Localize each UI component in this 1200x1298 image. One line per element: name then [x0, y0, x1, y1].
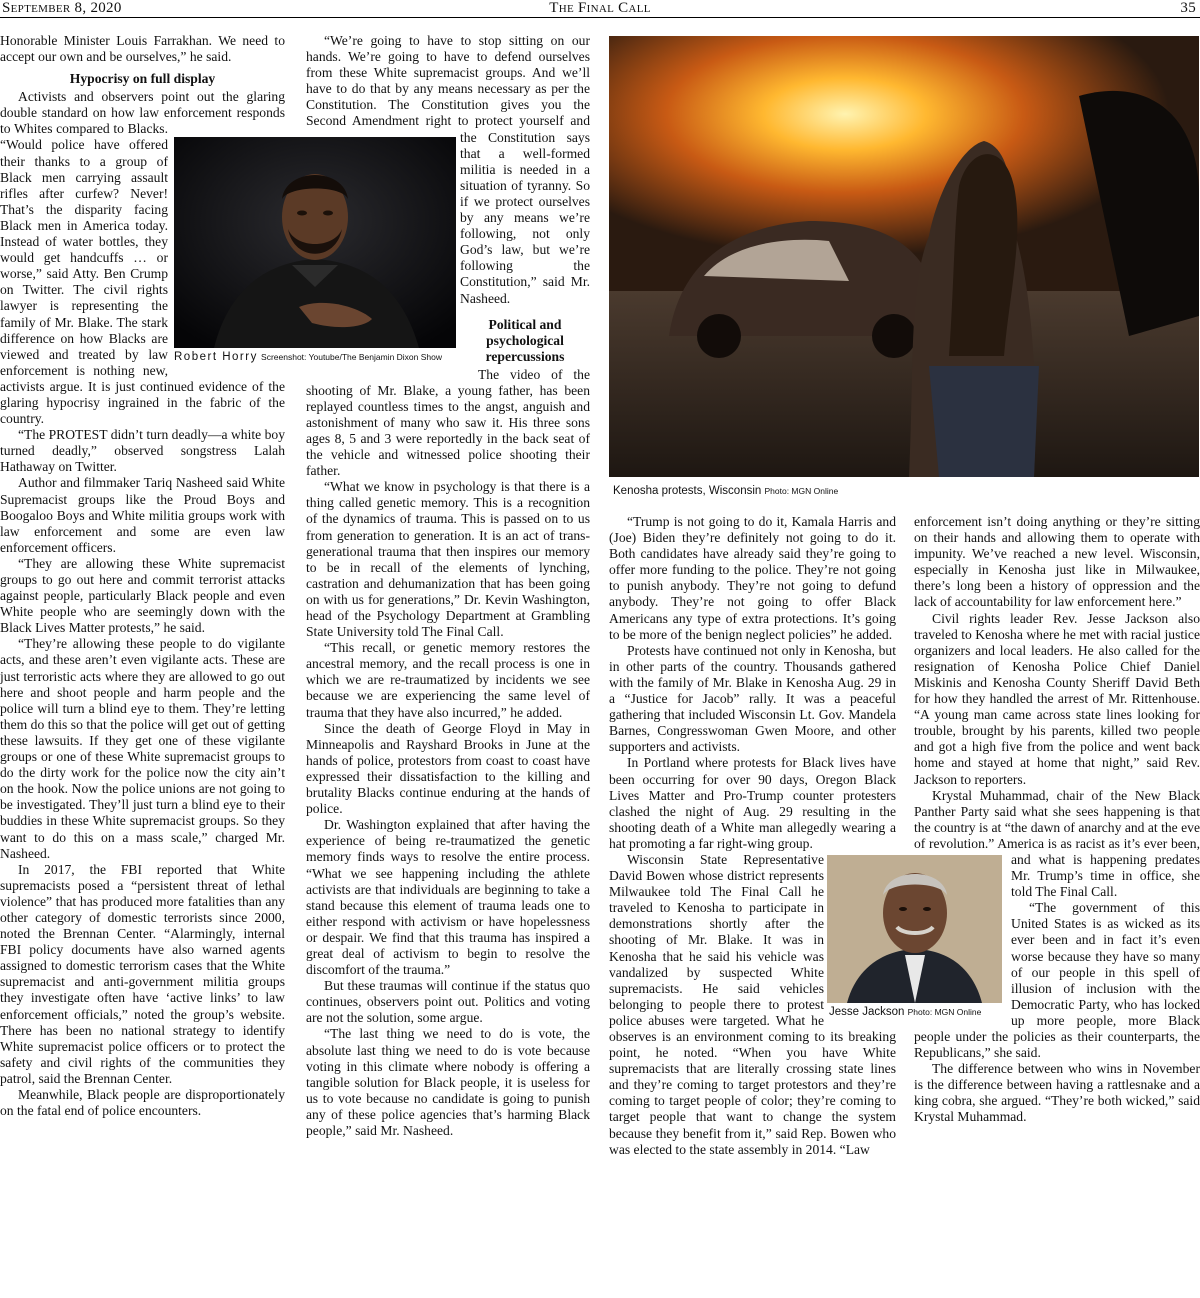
paragraph: Meanwhile, Black people are disproportionately on the fatal end of police encounters. — [0, 1087, 285, 1119]
paragraph: “The PROTEST didn’t turn deadly—a white boy turned deadly,” observed songstress Lalah Hathaway on Twitter. — [0, 427, 285, 475]
caption-credit: Photo: MGN Online — [764, 486, 839, 496]
paragraph: “What we know in psychology is that there is a thing called genetic memory. This is a recognition of the dynamics of trauma. This is passed on to us from generation to generation. It is an act of trans-generational trauma that then inspires our memory to be in recall of the elements of lynching, castration and dehumanization that has been going on with us for generations,” Dr. Kevin Washington, head of the Psychology Department at Grambling State University told The Final Call. — [306, 479, 590, 640]
subheading-repercussions: Political and psychological repercussions — [485, 316, 565, 364]
caption-name: Jesse Jackson — [829, 1006, 905, 1018]
paragraph: “They’re allowing these people to do vigilante acts, and these aren’t even vigilante acts. These are just terroristic acts where they are allowed to go out here and shoot people and harm people and the police will turn a blind eye to them. They’re letting them do this so that the police will get out of getting these lawsuits. If they get one of these vigilante groups or one of these White supremacist groups to do the dirty work for the police now the city ain’t on the hook. Now the police unions are not going to be investigated. They’ll just turn a blind eye to their buddies in these White supremacist groups. So they want to do this on a mass scale,” charged Mr. Nasheed. — [0, 636, 285, 861]
paragraph: Wisconsin State Representative David Bowen whose district represents Milwaukee told The Final Call he traveled to Kenosha to participate in demonstrations shortly after the shooting of Mr. Blake. It was in Kenosha that he said his vehicle was vandalized by suspected White supremacists. He said vehicles belonging to people there to protest police abuses were targeted. What he observes is an environment coming to its breaking point, he noted. “When you have White supremacists that are literally crossing state lines and they’re coming to target protestors and they’re coming to target people of color; they’re coming to target people that want to change the system because they benefit from it,” said Rep. Bowen who was elected to the state assembly in 2014. “Law — [609, 851, 896, 1157]
paragraph: “The last thing we need to do is vote, the absolute last thing we need to do is vote because voting in this climate where nobody is offering a tangible solution for Black people, it is useless for us to vote because no candidate is going to punish any of these police agencies that’s harming Black people,” said Mr. Nasheed. — [306, 1026, 590, 1138]
portrait-illustration — [174, 137, 456, 348]
paragraph: Civil rights leader Rev. Jesse Jackson also traveled to Kenosha where he met with racial justice organizers and local leaders. He also called for the resignation of Kenosha Police Chief Daniel Miskinis and Kenosha County Sheriff David Beth for how they handled the arrest of Mr. Rittenhouse. “A young man came across state lines looking for trouble, brought by his parents, killed two people and got a high five from the police and went back home and stayed at home that night,” said Rev. Jackson to reporters. — [914, 610, 1200, 787]
paragraph: Author and filmmaker Tariq Nasheed said White Supremacist groups like the Proud Boys and Boogaloo Boys and White militia groups work with law enforcement and some are even law enforcement officers. — [0, 475, 285, 555]
publication-name: The Final Call — [549, 0, 651, 16]
paragraph: “They are allowing these White supremacist groups to go out here and commit terrorist attacks against people, particularly Black people and even White people who are seemingly down with the Black Lives Matter protests,” he said. — [0, 555, 285, 636]
caption-name: Robert Horry — [174, 351, 258, 363]
caption-text: Kenosha protests, Wisconsin — [613, 485, 762, 497]
article-column-4 — [914, 514, 1200, 1126]
portrait-illustration — [827, 855, 1002, 1003]
kenosha-caption — [613, 485, 1113, 498]
subheading-hypocrisy: Hypocrisy on full display — [69, 71, 216, 87]
kenosha-protest-photo — [609, 36, 1199, 477]
issue-date: September 8, 2020 — [2, 0, 122, 16]
page-header — [0, 0, 1200, 18]
caption-credit: Photo: MGN Online — [907, 1007, 982, 1017]
page-number: 35 — [1180, 0, 1196, 16]
paragraph: The difference between who wins in November is the difference between having a rattlesnake and a king cobra, she argued. “They’re both wicked,” said Krystal Muhammad. — [914, 1061, 1200, 1125]
paragraph: Protests have continued not only in Kenosha, but in other parts of the country. Thousands gathered with the family of Mr. Blake in Kenosha Aug. 29 in a “Justice for Jacob” rally. It was a peaceful gathering that included Wisconsin Lt. Gov. Mandela Barnes, Congresswoman Gwen Moore, and other supporters and activists. — [609, 642, 896, 755]
jesse-jackson-photo — [827, 855, 1002, 1003]
paragraph: Activists and observers point out the glaring double standard on how law enforcement responds to Whites compared to Blacks. “Would police have offered their thanks to a group of Black men carrying assault rifles after curfew? Never! That’s the disparity facing Black men in America today. Instead of water bottles, they would get handcuffs … or worse,” said Atty. Ben Crump on Twitter. The civil rights lawyer is representing the family of Mr. Blake. The stark difference on how Blacks are viewed and treated by law enforcement is nothing new, activists argue. It is just continued evidence of the glaring hypocrisy ingrained in the fabric of the country. — [0, 89, 285, 427]
jesse-jackson-caption — [829, 1006, 1009, 1019]
paragraph: “The government of this United States is as wicked as its ever been and in fact it’s even worse because they have so many of our people in this spell of illusion of inclusion with the Democratic Party, who has locked up more people, more Black people under the policies as their counterparts, the Republicans,” she said. — [914, 900, 1200, 1061]
robert-horry-photo — [174, 137, 456, 348]
paragraph: “Trump is not going to do it, Kamala Harris and (Joe) Biden they’re definitely not going to do it. Both candidates have already said they’re going to offer more funding to the police. They’re not going to punish anybody. They’re not going to defund anybody. They’re not going to offer Black Americans any type of extra protections. It’s going to be more of the benign neglect policies” he added. — [609, 514, 896, 642]
paragraph: “This recall, or genetic memory restores the ancestral memory, and the recall process is one in which we are re-traumatized by incidents we see because we are experiencing the same level of trauma that they have also incurred,” he added. — [306, 640, 590, 720]
paragraph: In Portland where protests for Black lives have been occurring for over 90 days, Oregon Black Lives Matter and Pro-Trump counter protesters clashed the night of Aug. 29 resulting in the shooting death of a White man allegedly wearing a hat promoting a far right-wing group. — [609, 755, 896, 851]
paragraph: Dr. Washington explained that after having the experience of being re-traumatized the genetic memory finds ways to resolve the entire process. “What we see happening including the athlete activists are that individuals are beginning to take a stand because this element of trauma leads one to either respond with activism or have hopelessness or despair. We find that this trauma has inspired a great deal of activism to begin to resolve the discomfort of the trauma.” — [306, 817, 590, 978]
paragraph: Honorable Minister Louis Farrakhan. We need to accept our own and be ourselves,” he said. — [0, 33, 285, 65]
paragraph: In 2017, the FBI reported that White supremacists posed a “persistent threat of lethal violence” that has produced more fatalities than any other category of domestic terrorists since 2000, noted the Brennan Center. “Alarmingly, internal FBI policy documents have also warned agents assigned to domestic terrorism cases that the White supremacist and anti-government militia groups they investigate often have ‘active links’ to law enforcement officials,” noted the group’s website. There has been no national strategy to identify White supremacist police officers or to protect the safety and civil rights of the communities they patrol, said the Brennan Center. — [0, 861, 285, 1086]
paragraph: “We’re going to have to stop sitting on our hands. We’re going to have to defend ourselves from these White supremacist groups. And we’ll have to do that by any means necessary as per the Constitution. The Constitution gives you the Second Amendment right to protect yourself and the Constitution says that a well-formed militia is needed in a situation of tyranny. So if we protect ourselves by any means we’re following, not only God’s law, but we’re following the Constitution,” said Mr. Nasheed. — [306, 33, 590, 306]
caption-credit: Screenshot: Youtube/The Benjamin Dixon Show — [261, 352, 443, 362]
paragraph: Since the death of George Floyd in May in Minneapolis and Rayshard Brooks in June at the hands of police, protestors from coast to coast have expressed their dissatisfaction to the killing and brutality Blacks continue enduring at the hands of police. — [306, 720, 590, 817]
paragraph: enforcement isn’t doing anything or they’re sitting on their hands and allowing them to operate with impunity. We’ve reached a new level. Wisconsin, especially in Kenosha just like in Milwaukee, there’s long been a history of oppression and the lack of accountability for law enforcement here.” — [914, 514, 1200, 610]
paragraph: Krystal Muhammad, chair of the New Black Panther Party said what she sees happening is that the country is at “the dawn of anarchy and at the eve of revolution.” America is as racist as it’s ever been, and what is happening predates Mr. Trump’s time in office, she told The Final Call. — [914, 787, 1200, 900]
article-column-3 — [609, 514, 896, 1158]
robert-horry-caption — [174, 351, 456, 364]
paragraph: The video of the shooting of Mr. Blake, a young father, has been replayed countless times to the angst, anguish and astonishment of many who saw it. His three sons ages 8, 5 and 3 were reportedly in the back seat of the vehicle and witnessed police shooting their father. — [306, 366, 590, 479]
paragraph: But these traumas will continue if the status quo continues, observers point out. Politics and voting are not the solution, some argue. — [306, 978, 590, 1026]
fire-scene-illustration — [609, 36, 1199, 477]
